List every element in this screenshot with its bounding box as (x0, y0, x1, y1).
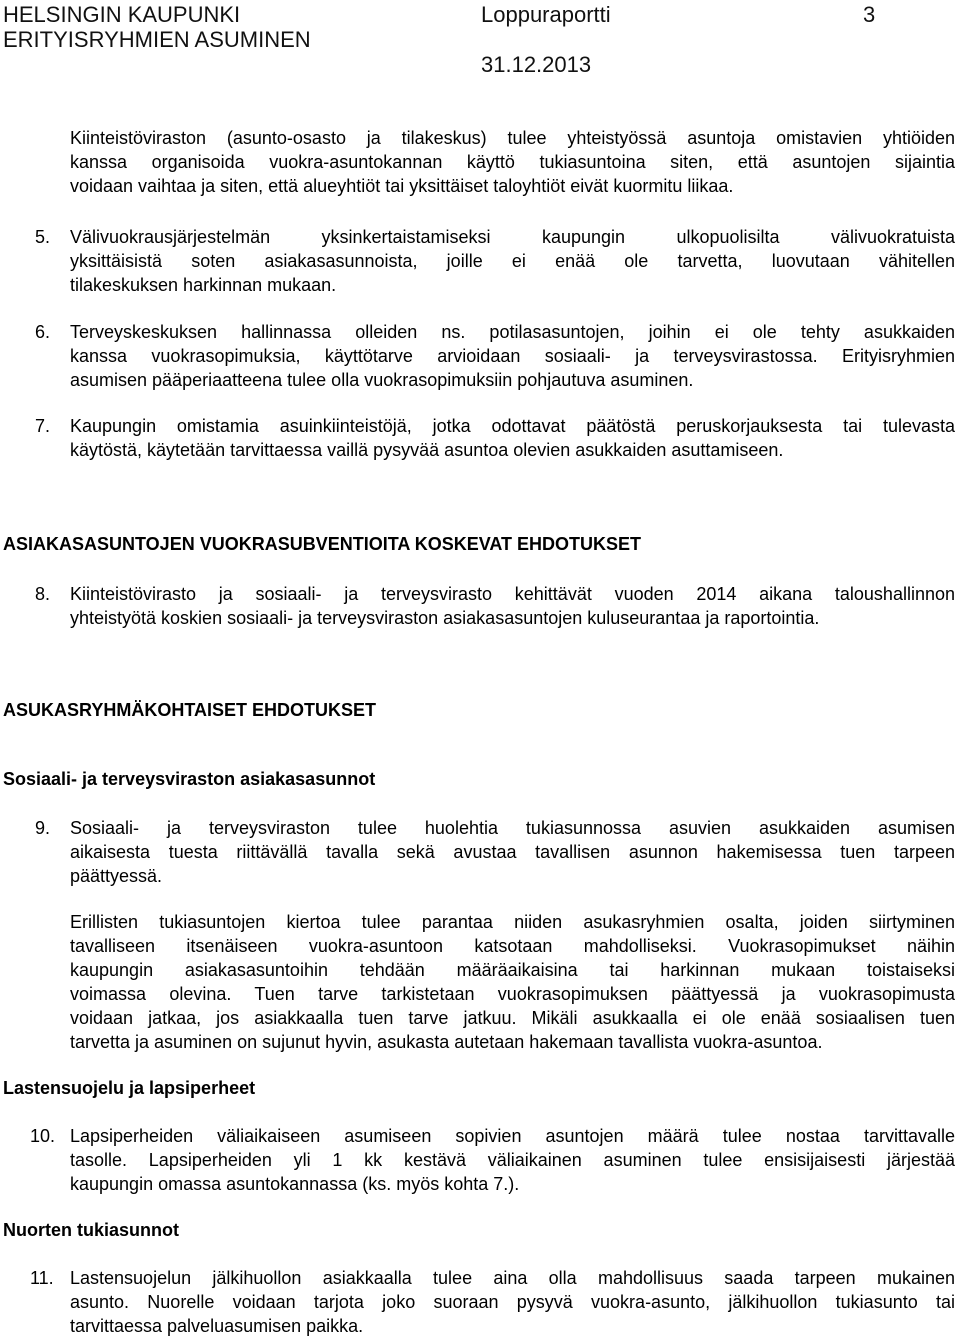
item-7-text (70, 414, 955, 462)
text-line: tarvetta ja asuminen on sujunut hyvin, asukasta autetaan hakemaan tavallista vuokra-asuntoa. (70, 1032, 823, 1052)
item-number: 9. (35, 818, 51, 838)
item-number: 10. (30, 1126, 56, 1146)
text-line: Lastensuojelun jälkihuollon asiakkaalla tulee aina olla mahdollisuus saada tarpeen mukainen (70, 1268, 955, 1288)
text-line: kanssa organisoida vuokra-asuntokannan käyttö tukiasuntoina siten, että asuntojen sijaintia (70, 152, 955, 172)
text-line: Erillisten tukiasuntojen kiertoa tulee parantaa niiden asukasryhmien osalta, joiden siirtyminen (70, 912, 955, 932)
text-line: käytöstä, käytetään tarvittaessa vaillä pysyvää asuntoa olevien asukkaiden asuttamiseen. (70, 440, 784, 460)
item-5-text (70, 225, 955, 297)
text-line: Terveyskeskuksen hallinnassa olleiden ns. potilasasuntojen, joihin ei ole tehty asukkaiden (70, 322, 955, 342)
text-line: voidaan jatkaa, jos asiakkaalla tuen tarve jatkuu. Mikäli asukkaalla ei ole enää sosiaalisen tuen (70, 1008, 955, 1028)
item-number: 5. (35, 227, 51, 247)
section-heading-resident-groups: ASUKASRYHMÄKOHTAISET EHDOTUKSET (3, 700, 377, 720)
item-8-text (70, 582, 955, 630)
text-line: kaupungin asiakasasuntoihin tehdään määräaikaisina tai harkinnan mukaan toistaiseksi (70, 960, 955, 980)
text-line: Kiinteistöviraston (asunto-osasto ja tilakeskus) tulee yhteistyössä asuntoja omistavien yhtiöiden (70, 128, 955, 148)
organization-name: HELSINGIN KAUPUNKI (3, 2, 241, 27)
section-heading-subsidies: ASIAKASASUNTOJEN VUOKRASUBVENTIOITA KOSKEVAT EHDOTUKSET (3, 534, 642, 554)
text-line: Lapsiperheiden väliaikaiseen asumiseen sopivien asuntojen määrä tulee nostaa tarvittavalle (70, 1126, 955, 1146)
text-line: tasolle. Lapsiperheiden yli 1 kk kestävä väliaikainen asuminen tulee ensisijaisesti järjestää (70, 1150, 955, 1170)
text-line: tarvittaessa palveluasumisen paikka. (70, 1316, 364, 1336)
subheading-child-welfare: Lastensuojelu ja lapsiperheet (3, 1078, 256, 1098)
item-number: 11. (30, 1268, 54, 1288)
item-number: 7. (35, 416, 51, 436)
text-line: voimassa olevina. Tuen tarve tarkistetaan vuokrasopimuksen päättyessä ja vuokrasopimusta (70, 984, 955, 1004)
item-number: 6. (35, 322, 51, 342)
text-line: Välivuokrausjärjestelmän yksinkertaistamiseksi kaupungin ulkopuolisilta välivuokratuista (70, 227, 955, 247)
subheading-youth: Nuorten tukiasunnot (3, 1220, 179, 1240)
page-number: 3 (863, 2, 876, 27)
text-line: Kiinteistövirasto ja sosiaali- ja terveysvirasto kehittävät vuoden 2014 aikana taloushallinnon (70, 584, 955, 604)
text-line: päättyessä. (70, 866, 163, 886)
text-line: kaupungin omassa asuntokannassa (ks. myös kohta 7.). (70, 1174, 520, 1194)
text-line: yksittäisistä soten asiakasasunnoista, joille ei enää ole tarvetta, luovutaan vähitellen (70, 251, 955, 271)
text-line: Sosiaali- ja terveysviraston tulee huolehtia tukiasunnossa asuvien asukkaiden asumisen (70, 818, 955, 838)
item-9-text (70, 816, 955, 888)
item-9-paragraph-2 (70, 910, 955, 1054)
report-date: 31.12.2013 (481, 52, 592, 77)
text-line: kanssa vuokrasopimuksia, käyttötarve arvioidaan sosiaali- ja terveysvirastossa. Erityisryhmien (70, 346, 955, 366)
text-line: Kaupungin omistamia asuinkiinteistöjä, jotka odottavat päätöstä peruskorjauksesta tai tulevasta (70, 416, 955, 436)
department-name: ERITYISRYHMIEN ASUMINEN (3, 27, 311, 52)
text-line: tilakeskuksen harkinnan mukaan. (70, 275, 337, 295)
text-line: aikaisesta tuesta riittävällä tavalla sekä avustaa tavallisen asunnon hakemisessa tuen tarpeen (70, 842, 955, 862)
text-line: voidaan vaihtaa ja siten, että alueyhtiöt tai yksittäiset taloyhtiöt eivät kuormitu liikaa. (70, 176, 734, 196)
text-line: asunto. Nuorelle voidaan tarjota joko suoraan pysyvä vuokra-asunto, jälkihuollon tukiasunto tai (70, 1292, 955, 1312)
item-6-text (70, 320, 955, 392)
text-line: yhteistyötä koskien sosiaali- ja terveysviraston asiakasasuntojen kuluseurantaa ja raportointia. (70, 608, 820, 628)
subheading-social-health: Sosiaali- ja terveysviraston asiakasasunnot (3, 769, 376, 789)
report-title: Loppuraportti (481, 2, 611, 27)
text-line: tavalliseen itsenäiseen vuokra-asuntoon katsotaan mahdolliseksi. Vuokrasopimukset näihin (70, 936, 955, 956)
item-number: 8. (35, 584, 51, 604)
item-10-text (70, 1124, 955, 1196)
text-line: asumisen pääperiaatteena tulee olla vuokrasopimuksiin pohjautuva asuminen. (70, 370, 694, 390)
item-11-text (70, 1266, 955, 1338)
intro-paragraph (70, 126, 955, 198)
